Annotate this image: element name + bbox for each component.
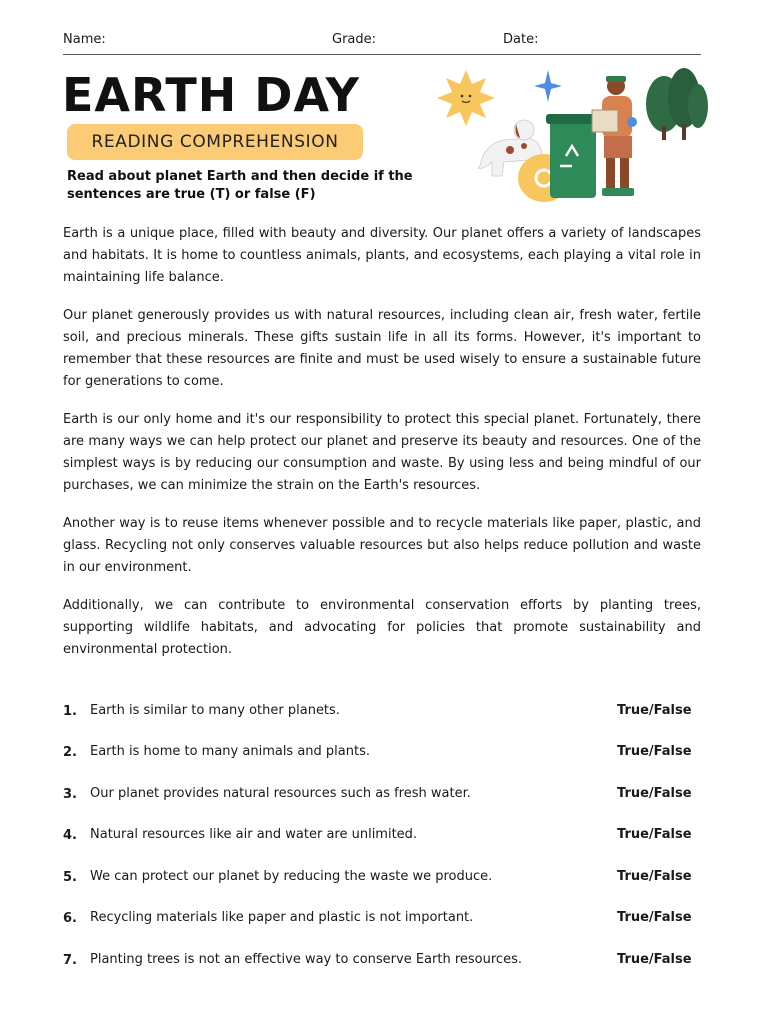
question-text: We can protect our planet by reducing the waste we produce. [90,869,493,884]
question-number: 1. [63,704,77,719]
true-false-answer: True/False [617,786,692,801]
question-text: Recycling materials like paper and plastic is not important. [90,910,474,925]
question-item [63,785,701,807]
paragraph: Our planet generously provides us with natural resources, including clean air, fresh water, fertile soil, and precious minerals. These gifts sustain life in all its forms. However, it's important to remember that these resources are finite and must be used wisely to ensure a sustainable future for generations to come. [63,308,701,389]
true-false-answer: True/False [617,703,692,718]
question-number: 7. [63,953,77,968]
question-text: Our planet provides natural resources such as fresh water. [90,786,471,801]
trees-icon [646,68,708,140]
paragraph: Earth is our only home and it's our responsibility to protect this special planet. Fortunately, there are many ways we can help protect our planet and preserve its beauty and resources. One of the simplest ways is by reducing our consumption and waste. By using less and being mindful of our purchases, we can minimize the strain on the Earth's resources. [63,412,701,493]
question-item [63,743,701,765]
person-figure [592,76,637,196]
true-false-answer: True/False [617,952,692,967]
question-text: Natural resources like air and water are unlimited. [90,827,418,842]
worksheet-header [63,30,701,55]
true-false-answer: True/False [617,910,692,925]
question-number: 6. [63,911,77,926]
question-item [63,702,701,724]
paragraph: Additionally, we can contribute to environmental conservation efforts by planting trees, supporting wildlife habitats, and advocating for policies that promote sustainability and environmental protection. [63,598,701,657]
true-false-answer: True/False [617,869,692,884]
paragraph: Another way is to reuse items whenever possible and to recycle materials like paper, plastic, and glass. Recycling not only conserves valuable resources but also helps reduce pollution and waste in our environment. [63,516,701,575]
question-item [63,826,701,848]
reading-passage [63,223,701,677]
sun-icon [437,70,495,126]
question-item [63,951,701,973]
question-number: 5. [63,870,77,885]
earth-day-illustration [432,66,708,204]
subtitle-badge: READING COMPREHENSION [67,124,363,160]
name-label: Name: [63,32,106,47]
question-item [63,868,701,890]
question-text: Earth is home to many animals and plants. [90,744,371,759]
grade-label: Grade: [332,32,377,47]
question-number: 3. [63,787,77,802]
question-text: Planting trees is not an effective way to conserve Earth resources. [90,952,522,967]
true-false-answer: True/False [617,744,692,759]
instructions: Read about planet Earth and then decide if the sentences are true (T) or false (F) [67,169,413,202]
sparkle-icon [534,70,562,102]
question-text: Earth is similar to many other planets. [90,703,340,718]
paragraph: Earth is a unique place, filled with beauty and diversity. Our planet offers a variety of landscapes and habitats. It is home to countless animals, plants, and ecosystems, each playing a vital role in maintaining life balance. [63,226,701,285]
question-number: 4. [63,828,77,843]
question-item [63,909,701,931]
question-number: 2. [63,745,77,760]
true-false-answer: True/False [617,827,692,842]
page-title: EARTH DAY [62,68,360,122]
date-label: Date: [503,32,539,47]
